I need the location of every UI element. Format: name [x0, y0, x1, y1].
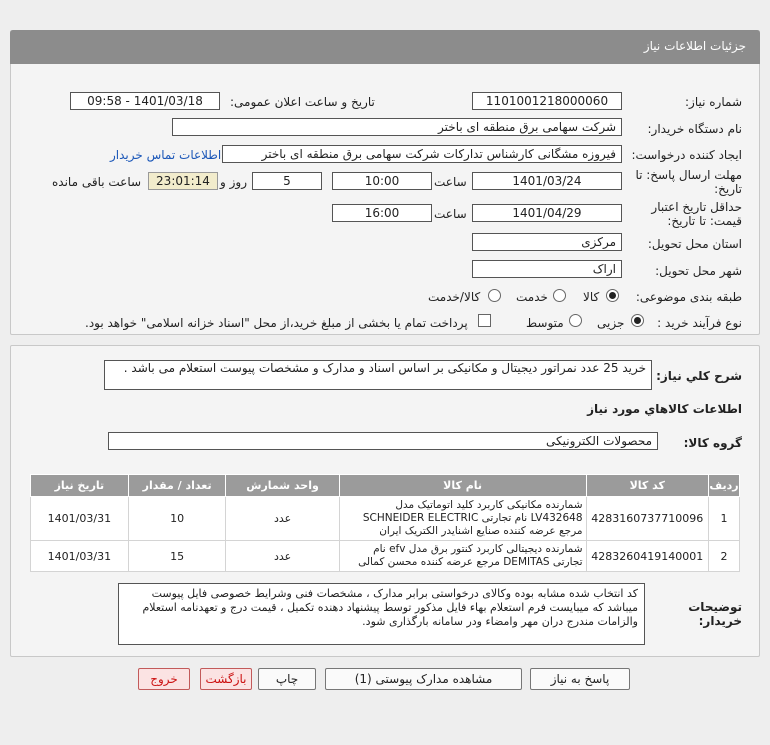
buyer-field: شرکت سهامی برق منطقه ای باختر [172, 118, 622, 136]
goods-info-title: اطلاعات کالاهاي مورد نياز [587, 402, 742, 416]
deadline-date-field: 1401/03/24 [472, 172, 622, 190]
category-label: طبقه بندی موضوعی: [635, 290, 742, 304]
announce-label: تاریخ و ساعت اعلان عمومی: [230, 95, 375, 109]
row-unit: عدد [226, 497, 339, 541]
summary-label: شرح کلي نياز: [656, 369, 742, 383]
goods-group-field: محصولات الکترونیکی [108, 432, 658, 450]
row-name: شمارنده دیجیتالی کاربرد کنتور برق مدل efv نام تجارتی DEMITAS مرجع عرضه کننده محسن کمالی [339, 541, 586, 572]
col-name: نام کالا [339, 475, 586, 497]
treasury-payment-checkbox[interactable] [478, 314, 491, 327]
process-radio-minor[interactable] [631, 314, 644, 327]
table-row [31, 497, 740, 541]
col-date: تاریخ نیاز [31, 475, 129, 497]
deadline-time-field: 10:00 [332, 172, 432, 190]
deadline-label-2: تاریخ: [714, 182, 742, 196]
table-header-row [31, 475, 740, 497]
row-unit: عدد [226, 541, 339, 572]
creator-label: ایجاد کننده درخواست: [631, 148, 742, 162]
row-qty: 15 [128, 541, 226, 572]
process-label: نوع فرآیند خرید : [657, 316, 742, 330]
buyer-contact-link[interactable]: اطلاعات تماس خریدار [110, 148, 222, 162]
category-option-both: کالا/خدمت [428, 290, 481, 304]
time-remaining-field: 23:01:14 [148, 172, 218, 190]
exit-button[interactable]: خروج [138, 668, 190, 690]
buyer-label: نام دستگاه خریدار: [647, 122, 742, 136]
col-index: ردیف [708, 475, 739, 497]
row-qty: 10 [128, 497, 226, 541]
process-option-medium: متوسط [526, 316, 564, 330]
col-qty: تعداد / مقدار [128, 475, 226, 497]
row-code: 4283160737710096 [586, 497, 708, 541]
row-index: 2 [708, 541, 739, 572]
validity-label: حداقل تاریخ اعتبار [651, 200, 742, 214]
validity-date-field: 1401/04/29 [472, 204, 622, 222]
validity-time-field: 16:00 [332, 204, 432, 222]
page-title: جزئیات اطلاعات نیاز [643, 39, 746, 53]
announce-datetime-field: 1401/03/18 - 09:58 [70, 92, 220, 110]
province-field: مرکزی [472, 233, 622, 251]
days-remaining-field: 5 [252, 172, 322, 190]
col-code: کد کالا [586, 475, 708, 497]
category-radio-both[interactable] [488, 289, 501, 302]
validity-label-2: قیمت: تا تاریخ: [667, 214, 742, 228]
days-label: روز و [220, 175, 247, 189]
process-radio-medium[interactable] [569, 314, 582, 327]
back-button[interactable]: بازگشت [200, 668, 252, 690]
creator-field: فیروزه مشگانی کارشناس تدارکات شرکت سهامی برق منطقه ای باختر [222, 145, 622, 163]
view-attachments-button[interactable]: مشاهده مدارک پیوستی (1) [325, 668, 522, 690]
panel-header [10, 30, 760, 64]
treasury-payment-note: پرداخت تمام یا بخشی از مبلغ خرید،از محل "اسناد خزانه اسلامی" خواهد بود. [85, 316, 468, 330]
deadline-time-label: ساعت [434, 175, 467, 189]
goods-table [30, 474, 740, 572]
category-option-service: خدمت [516, 290, 548, 304]
category-option-goods: کالا [583, 290, 600, 304]
deadline-label: مهلت ارسال پاسخ: تا [635, 168, 742, 182]
row-index: 1 [708, 497, 739, 541]
buyer-notes-label: توضیحات خریدار: [688, 600, 742, 628]
need-number-field: 1101001218000060 [472, 92, 622, 110]
time-remaining-label: ساعت باقی مانده [52, 175, 142, 189]
summary-field: خرید 25 عدد نمراتور دیجیتال و مکانیکی بر اساس اسناد و مدارک و مشخصات پیوست استعلام می باشد . [104, 360, 652, 390]
category-radio-service[interactable] [553, 289, 566, 302]
col-unit: واحد شمارش [226, 475, 339, 497]
validity-time-label: ساعت [434, 207, 467, 221]
table-row [31, 541, 740, 572]
need-number-label: شماره نیاز: [685, 95, 742, 109]
category-radio-goods[interactable] [606, 289, 619, 302]
city-field: اراک [472, 260, 622, 278]
print-button[interactable]: چاپ [258, 668, 316, 690]
buyer-notes-field: کد انتخاب شده مشابه بوده وکالای درخواستی برابر مدارک ، مشخصات فنی وشرایط خصوصی فایل پیوست میباشد که میبایست فرم استعلام بهاء فایل مذکور توسط پیشنهاد دهنده تکمیل ، قیمت درج و تعهدنامه استعلام والزامات مندرج دران مهر وامضاء ودر سامانه بارگذاری شود. [118, 583, 645, 645]
reply-button[interactable]: پاسخ به نیاز [530, 668, 630, 690]
goods-group-label: گروه کالا: [683, 436, 742, 450]
row-name: شمارنده مکانیکی کاربرد کلید اتوماتیک مدل LV432648 نام تجارتی SCHNEIDER ELECTRIC مرجع عرضه کننده صنایع اشنایدر الکتریک ایران [339, 497, 586, 541]
row-code: 4283260419140001 [586, 541, 708, 572]
process-option-minor: جزیی [597, 316, 625, 330]
province-label: استان محل تحویل: [647, 237, 742, 251]
row-date: 1401/03/31 [31, 541, 129, 572]
city-label: شهر محل تحویل: [655, 264, 742, 278]
row-date: 1401/03/31 [31, 497, 129, 541]
